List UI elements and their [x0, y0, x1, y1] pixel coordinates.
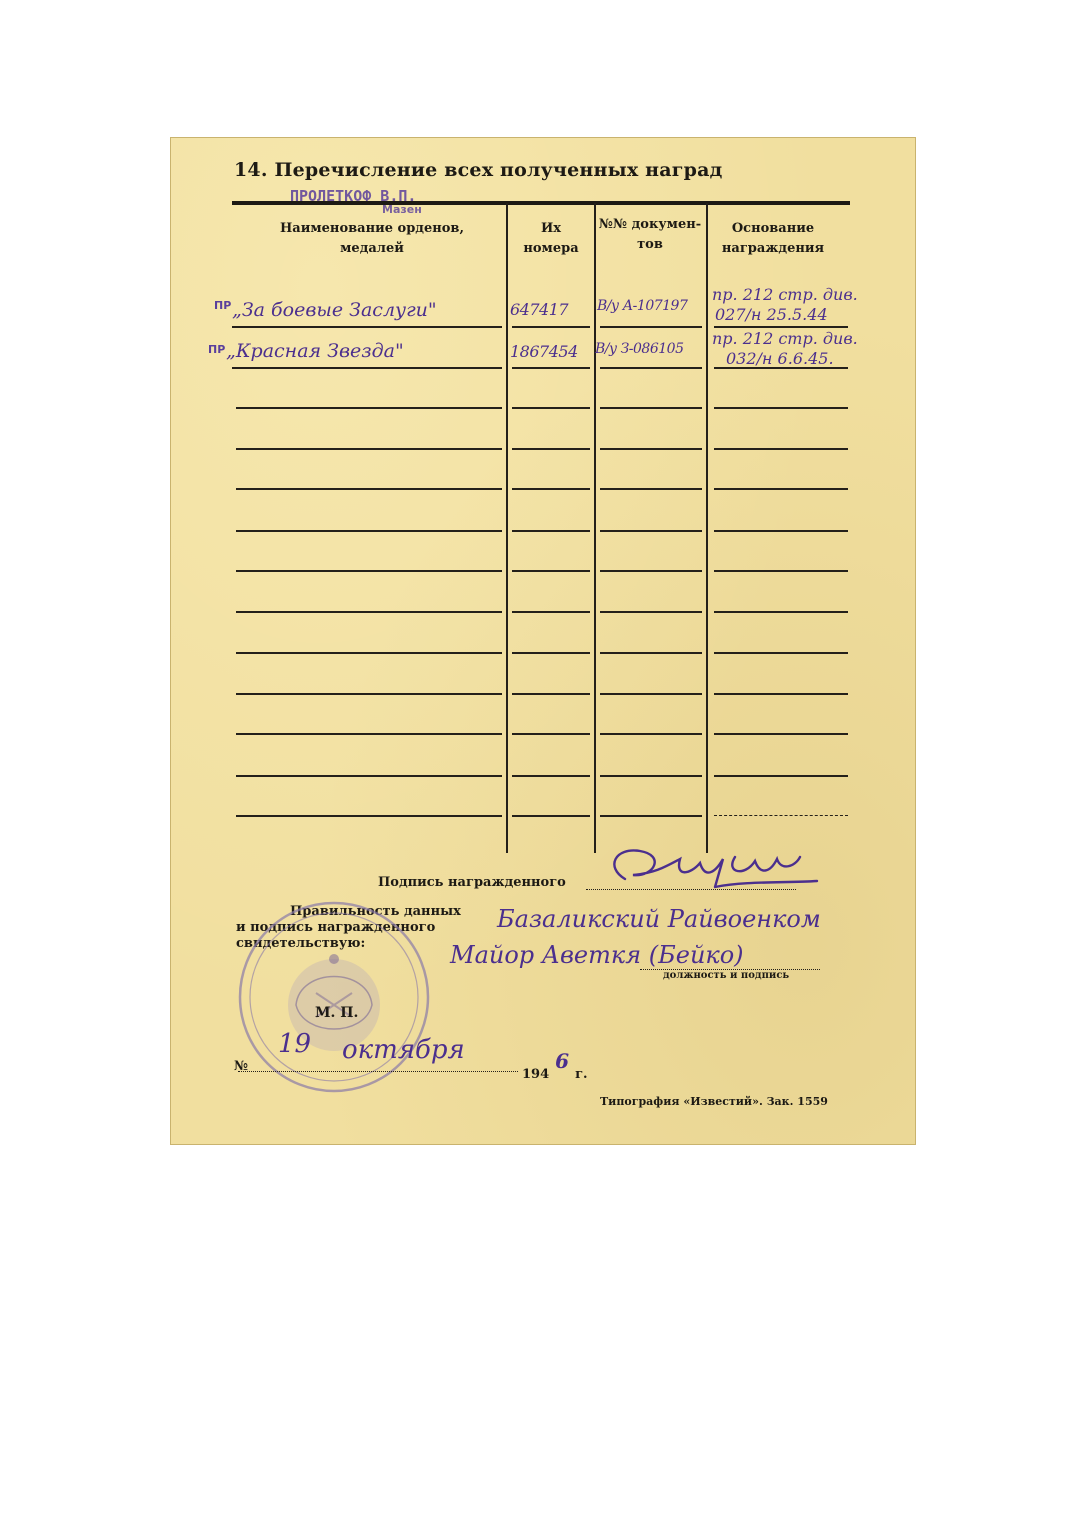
row-rule	[600, 652, 702, 654]
row-rule	[600, 448, 702, 450]
row-stamp: ПР	[214, 299, 232, 312]
row-rule	[714, 775, 848, 777]
verification-label-line: и подпись награжденного	[236, 920, 436, 935]
row-stamp: ПР	[208, 343, 226, 356]
row-rule	[600, 693, 702, 695]
award-basis: 027/н 25.5.44	[715, 305, 828, 324]
date-suffix: г.	[575, 1067, 588, 1082]
row-rule	[512, 488, 590, 490]
row-rule	[512, 611, 590, 613]
row-rule	[232, 367, 502, 369]
date-year	[522, 1049, 588, 1083]
date-year-digit: 6	[555, 1049, 570, 1073]
row-rule	[232, 326, 502, 328]
row-rule	[512, 652, 590, 654]
row-rule	[512, 326, 590, 328]
row-rule	[236, 488, 502, 490]
award-basis: пр. 212 стр. див.	[712, 329, 858, 348]
row-rule	[714, 815, 848, 817]
date-day: 19	[278, 1029, 312, 1059]
form-heading: 14. Перечисление всех полученных наград	[234, 159, 723, 181]
row-rule	[236, 570, 502, 572]
date-line	[238, 1071, 518, 1072]
column-divider	[594, 203, 596, 853]
row-rule	[714, 530, 848, 532]
position-label: должность и подпись	[663, 970, 790, 981]
verifier-office: Базаликский Райвоенком	[497, 905, 821, 933]
seal-label: М. П.	[315, 1005, 359, 1021]
printer-note: Типография «Известий». Зак. 1559	[600, 1095, 828, 1108]
row-rule	[714, 733, 848, 735]
row-rule	[714, 652, 848, 654]
row-rule	[512, 775, 590, 777]
row-rule	[236, 407, 502, 409]
row-rule	[236, 775, 502, 777]
row-rule	[512, 693, 590, 695]
row-rule	[512, 367, 590, 369]
row-rule	[714, 570, 848, 572]
row-rule	[600, 570, 702, 572]
verification-label-line: Правильность данных	[290, 904, 461, 919]
row-rule	[236, 733, 502, 735]
row-rule	[236, 530, 502, 532]
date-month: октября	[342, 1035, 465, 1065]
name-stamp-2: Мазен	[382, 203, 422, 216]
row-rule	[512, 815, 590, 817]
column-divider	[506, 203, 508, 853]
row-rule	[512, 570, 590, 572]
column-header-document: №№ докумен-тов	[598, 217, 702, 252]
date-number-prefix: №	[234, 1059, 249, 1074]
row-rule	[714, 611, 848, 613]
verifier-name: Майор Аветкя (Бейко)	[450, 941, 744, 969]
row-rule	[236, 652, 502, 654]
row-rule	[600, 488, 702, 490]
row-rule	[512, 733, 590, 735]
award-basis: 032/н 6.6.45.	[726, 349, 834, 368]
column-header-name: Наименование орденов, медалей	[280, 221, 464, 256]
column-header-number: Их номера	[523, 221, 579, 256]
award-card	[170, 137, 916, 1145]
row-rule	[600, 815, 702, 817]
row-rule	[600, 611, 702, 613]
date-year-prefix: 194	[522, 1067, 550, 1082]
row-rule	[512, 407, 590, 409]
award-name: „Красная Звезда"	[226, 340, 404, 362]
official-seal	[234, 897, 434, 1097]
row-rule	[600, 775, 702, 777]
row-rule	[600, 367, 702, 369]
row-rule	[600, 326, 702, 328]
row-rule	[600, 733, 702, 735]
row-rule	[714, 326, 848, 328]
row-rule	[714, 693, 848, 695]
row-rule	[714, 407, 848, 409]
row-rule	[236, 448, 502, 450]
row-rule	[236, 815, 502, 817]
column-header-basis: Основание награждения	[721, 221, 825, 256]
name-stamp: ПРОЛЕТКОФ В.П.	[290, 187, 417, 205]
award-basis: пр. 212 стр. див.	[712, 285, 858, 304]
verification-label-line: свидетельствую:	[236, 936, 366, 951]
row-rule	[714, 488, 848, 490]
row-rule	[714, 448, 848, 450]
row-rule	[236, 693, 502, 695]
row-rule	[600, 530, 702, 532]
recipient-signature	[595, 837, 825, 897]
row-rule	[512, 530, 590, 532]
award-number: 1867454	[510, 342, 578, 361]
award-document: В/у А-107197	[597, 298, 688, 314]
award-number: 647417	[510, 300, 569, 319]
row-rule	[600, 407, 702, 409]
row-rule	[236, 611, 502, 613]
award-document: В/у З-086105	[595, 341, 684, 357]
column-divider	[706, 203, 708, 853]
signature-label: Подпись награжденного	[378, 875, 566, 890]
row-rule	[512, 448, 590, 450]
award-name: „За боевые Заслуги"	[232, 299, 437, 321]
